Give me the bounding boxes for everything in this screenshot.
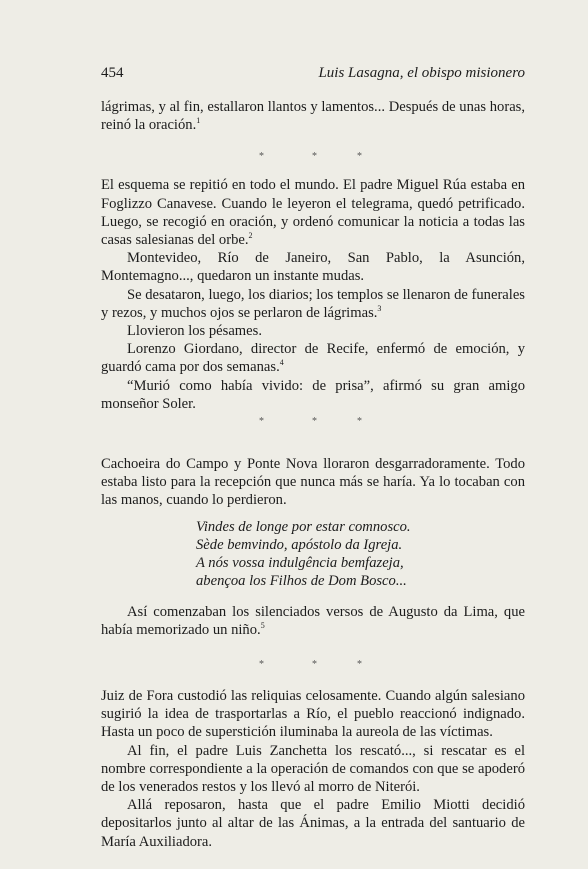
- poem-line: abençoa los Filhos de Dom Bosco...: [196, 572, 407, 589]
- section-separator: [101, 639, 525, 687]
- paragraph: Cachoeira do Campo y Ponte Nova lloraron desgarradoramente. Todo estaba listo para la recepción que nunca más se haría. Ya lo tocaban con las manos, cuando lo perdieron.: [101, 456, 525, 509]
- paragraph: lágrimas, y al fin, estallaron llantos y lamentos... Después de unas horas, reinó la oración.$^1$: [101, 99, 525, 134]
- footnote-ref: 2: [248, 231, 253, 241]
- running-title: Luis Lasagna, el obispo misionero: [318, 65, 525, 81]
- separator-star: *: [357, 151, 362, 163]
- separator-star: *: [312, 151, 317, 163]
- separator-star: *: [312, 416, 317, 428]
- section-separator: [101, 413, 525, 455]
- poem-line: Vindes de longe por estar comnosco.: [196, 518, 411, 535]
- footnote-ref: 4: [279, 358, 284, 368]
- paragraph: Llovieron los pésames.: [127, 323, 262, 340]
- paragraph: Lorenzo Giordano, director de Recife, enfermó de emoción, y guardó cama por dos semanas.$^4$: [101, 341, 525, 376]
- separator-star: *: [357, 416, 362, 428]
- poem-line: Sède bemvindo, apóstolo da Igreja.: [196, 536, 403, 553]
- page-number: 454: [101, 65, 124, 81]
- paragraph: Al fin, el padre Luis Zanchetta los rescató..., si rescatar es el nombre correspondiente a la operación de comandos con que se apoderó de los venerados restos y los llevó al morro de Niterói.: [101, 742, 525, 796]
- paragraph: Allá reposaron, hasta que el padre Emilio Miotti decidió depositarlos junto al altar de las Ánimas, a la entrada del santuario de María Auxiliadora.: [101, 797, 525, 850]
- poem-stanza: [196, 518, 525, 590]
- separator-star: *: [259, 416, 264, 428]
- separator-star: *: [357, 659, 362, 671]
- section-separator: [101, 134, 525, 176]
- paragraph: Así comenzaban los silenciados versos de Augusto da Lima, que había memorizado un niño.$^5$: [101, 603, 525, 638]
- separator-star: *: [259, 151, 264, 163]
- page-body: [101, 98, 525, 851]
- paragraph: “Murió como había vivido: de prisa”, afirmó su gran amigo monseñor Soler.: [101, 377, 525, 412]
- separator-star: *: [312, 659, 317, 671]
- footnote-ref: 5: [260, 620, 265, 630]
- poem-line: A nós vossa indulgência bemfazeja,: [196, 554, 404, 571]
- footnote-ref: 3: [377, 303, 382, 313]
- separator-star: *: [259, 659, 264, 671]
- paragraph: Se desataron, luego, los diarios; los templos se llenaron de funerales y rezos, y muchos ojos se perlaron de lágrimas.$^3$: [101, 286, 525, 321]
- paragraph: Juiz de Fora custodió las reliquias celosamente. Cuando algún salesiano sugirió la idea de trasportarlas a Río, el pueblo reaccionó indignado. Hasta un poco de superstición iluminaba la aureola de las víctimas.: [101, 688, 525, 741]
- paragraph: Montevideo, Río de Janeiro, San Pablo, la Asunción, Montemagno..., quedaron un instante mudas.: [101, 250, 525, 285]
- footnote-ref: 1: [196, 116, 201, 126]
- paragraph: El esquema se repitió en todo el mundo. El padre Miguel Rúa estaba en Foglizzo Canavese. Cuando le leyeron el telegrama, quedó petrificado. Luego, se recogió en oración, y ordenó comunicar la noticia a todas las casas salesianas del orbe.$^2$: [101, 177, 525, 249]
